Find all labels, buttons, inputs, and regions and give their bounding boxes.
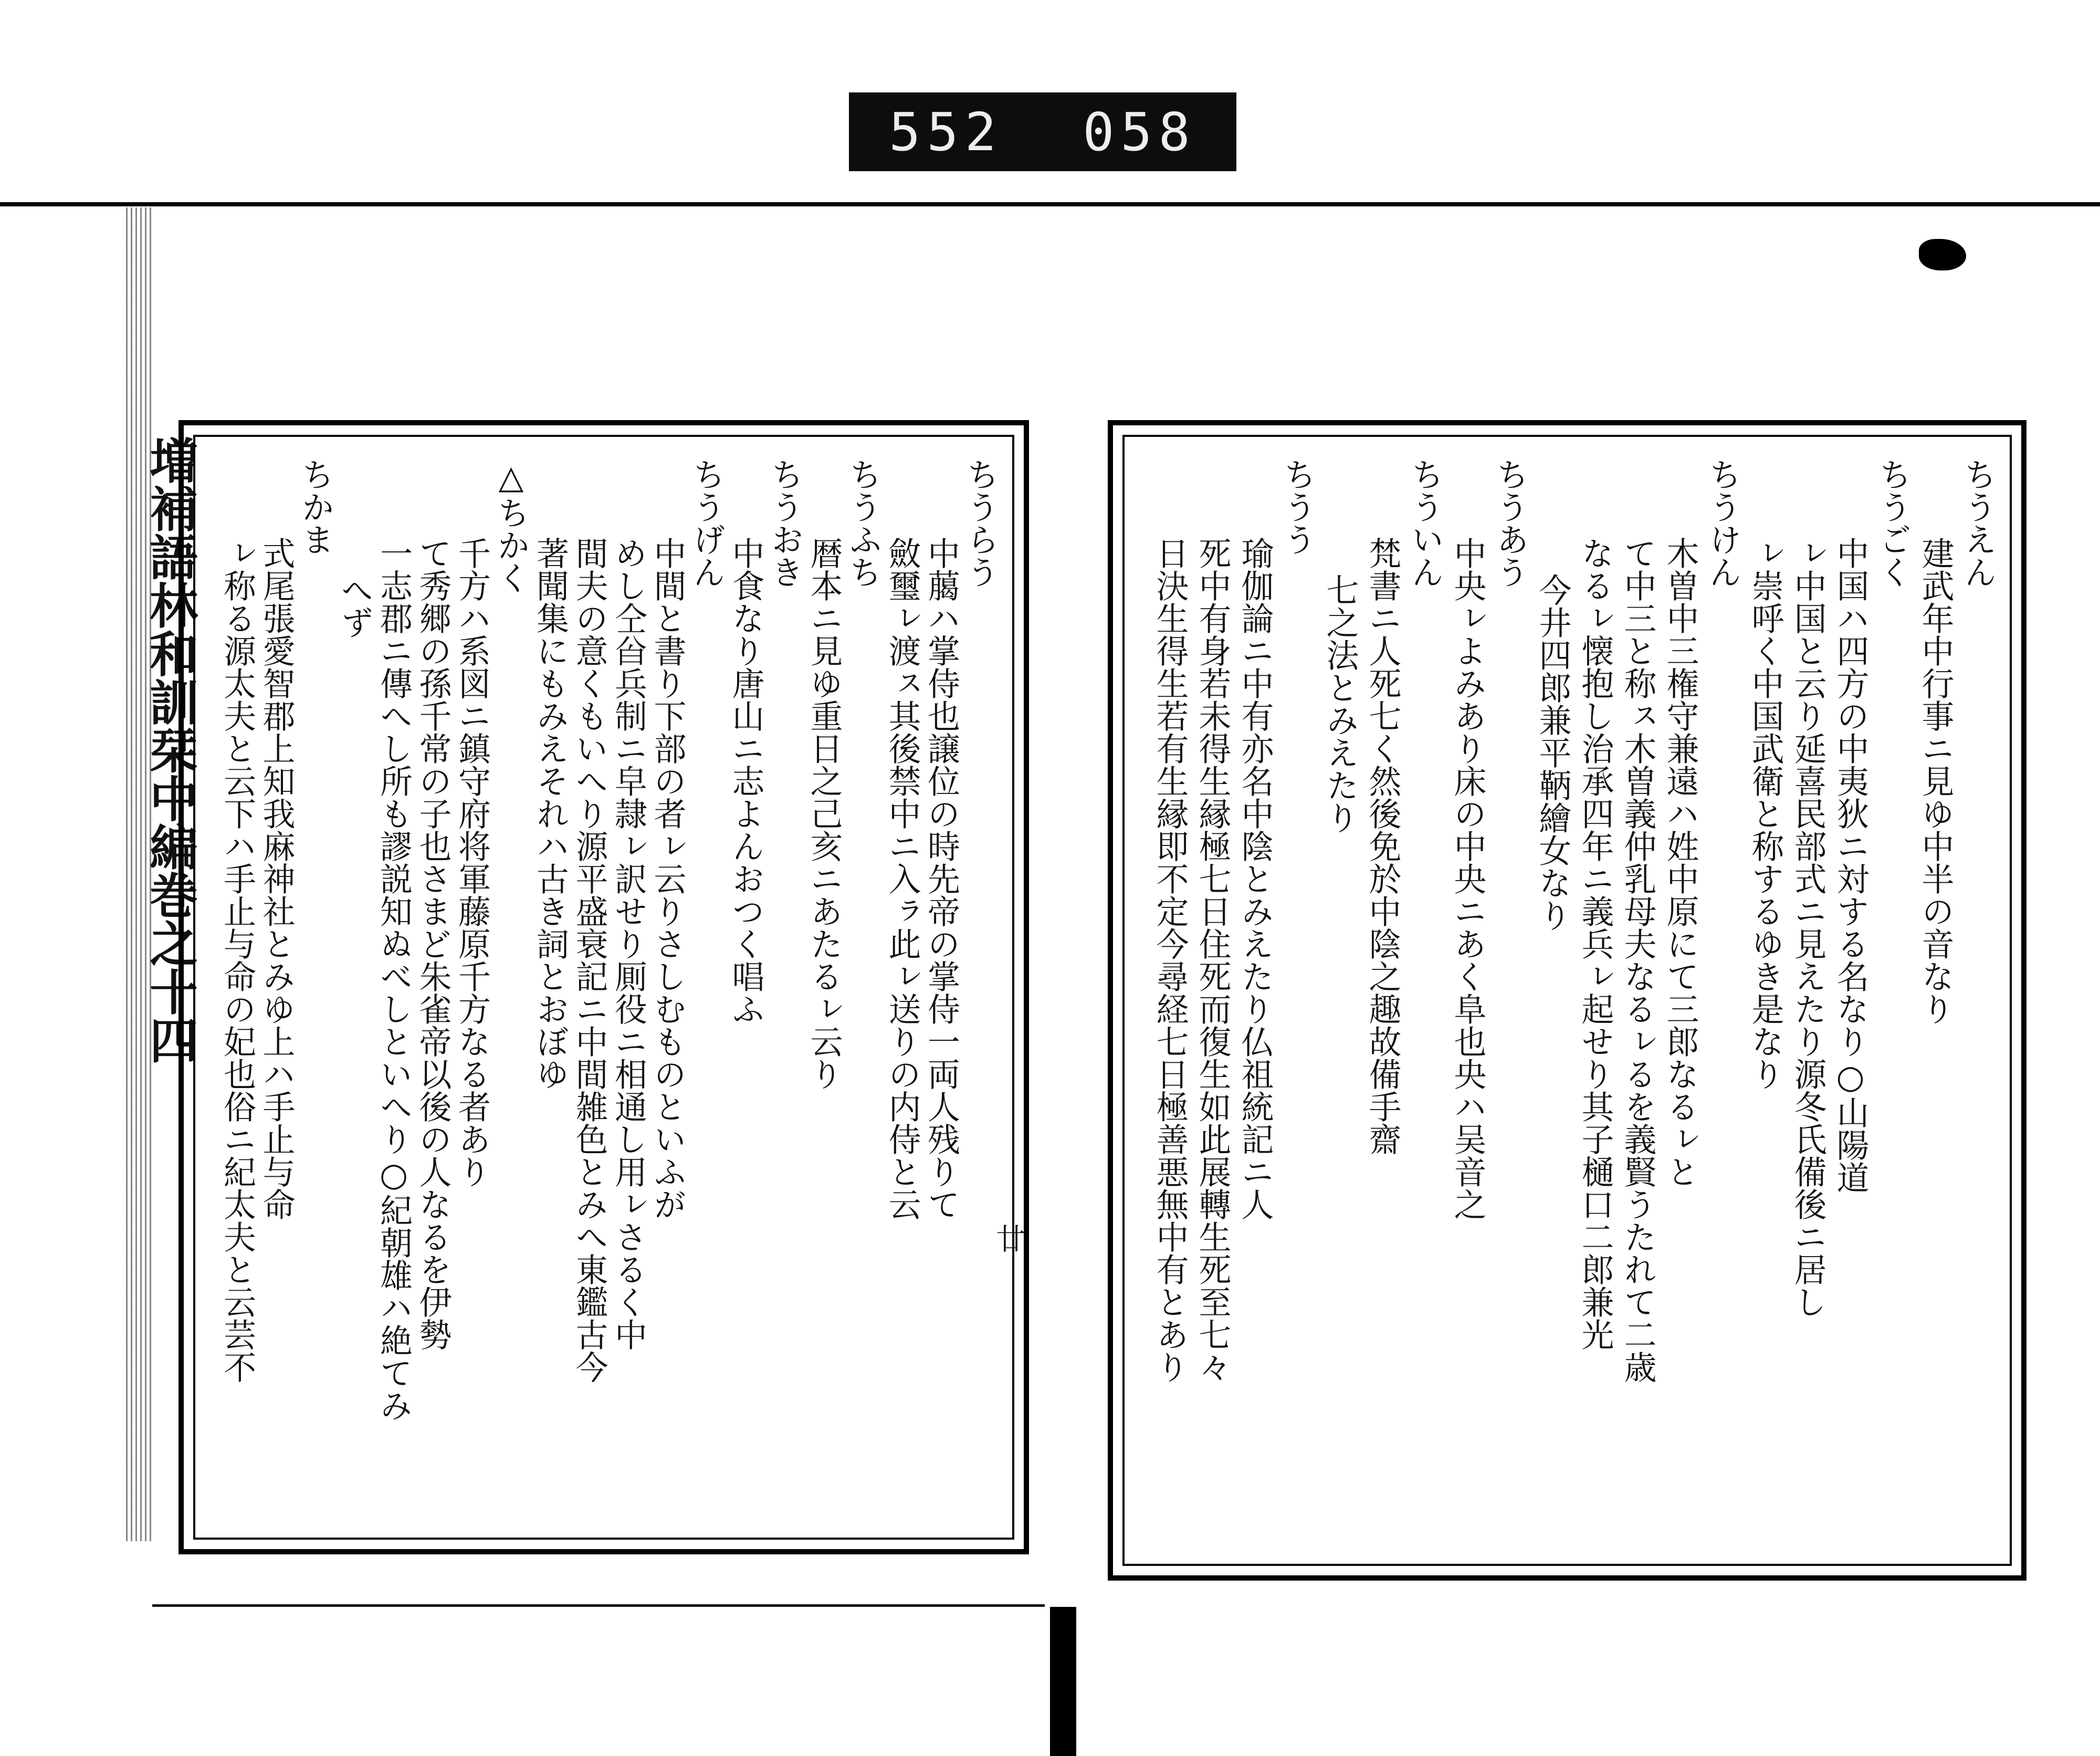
entry-headword: ちうごく bbox=[1874, 458, 1912, 588]
text-column: 梵書ニ人死七く然後免於中陰之趣故備手齋 bbox=[1363, 537, 1402, 1155]
text-column: 千方ハ系図ニ鎮守府将軍藤原千方なる者あり bbox=[453, 537, 491, 1188]
text-column: ㇾ称る源太夫と云下ハ手止与命の妃也俗ニ紀太夫と云芸不 bbox=[218, 537, 257, 1383]
entry-headword: △ちかく bbox=[492, 458, 530, 594]
text-column: 日決生得生若有生縁即不定今尋経七日極善悪無中有とあり bbox=[1151, 537, 1189, 1383]
text-column: ㇾ崇呼く中国武衛と称するゆき是なり bbox=[1746, 537, 1784, 1090]
text-column: 式尾張愛智郡上知我麻神社とみゆ上ハ手止与命 bbox=[257, 537, 296, 1220]
entry-headword: ちうふち bbox=[844, 458, 883, 588]
left-text-area bbox=[193, 435, 1014, 1540]
gutter-shadow bbox=[1050, 1607, 1076, 1756]
text-column: 中﨟ハ掌侍也譲位の時先帝の掌侍一両人残りて bbox=[922, 537, 961, 1220]
entry-headword: ちうげん bbox=[687, 458, 726, 588]
text-column: 建武年中行事ニ見ゆ中半の音なり bbox=[1916, 537, 1955, 1025]
text-column: 木曽中三権守兼遠ハ姓中原にて三郎なるㇾと bbox=[1661, 537, 1699, 1188]
text-column: 中央ㇾよみあり床の中央ニあく阜也央ハ吴音之 bbox=[1448, 537, 1487, 1220]
text-column: 七之法とみえたり bbox=[1321, 573, 1359, 834]
text-column: ㇾ中国と云り延喜民部式ニ見えたり源冬氏備後ニ居し bbox=[1789, 537, 1827, 1318]
text-column: めし仝㒶兵制ニ皁隷ㇾ訳せり厠役ニ相通し用ㇾさるく中 bbox=[609, 537, 648, 1351]
top-rule bbox=[0, 202, 2100, 206]
entry-headword: ちうらう bbox=[961, 458, 1000, 588]
entry-headword: ちうおき bbox=[765, 458, 804, 588]
page-bottom-rule bbox=[152, 1604, 1045, 1607]
entry-headword: ちうけん bbox=[1704, 458, 1742, 588]
text-column: 一志郡ニ傳へし所も謬説知ぬべしといへり○紀朝雄ハ絶てみ bbox=[374, 537, 413, 1421]
entry-headword: ちうあう bbox=[1491, 458, 1529, 588]
entry-headword: ちういん bbox=[1406, 458, 1444, 588]
entry-headword: ちうえん bbox=[1959, 458, 1997, 588]
text-column: 死中有身若未得生縁極七日住死而復生如此展轉生死至七々 bbox=[1193, 537, 1232, 1383]
text-column: て秀郷の孫千常の子也さまど朱雀帝以後の人なるを伊勢 bbox=[414, 537, 452, 1351]
text-column: なるㇾ懐抱し治承四年ニ義兵ㇾ起せり其子樋口二郎兼光 bbox=[1576, 537, 1614, 1351]
text-column: 著聞集にもみえそれハ古き詞とおぼゆ bbox=[531, 537, 570, 1090]
spine-title: 増補語林和訓栞中編巻之十四 bbox=[142, 436, 198, 1064]
text-column: 中食なり唐山ニ志よんおつく唱ふ bbox=[727, 537, 765, 1025]
right-text-area bbox=[1122, 435, 2012, 1566]
text-column: 間夫の意くもいへり源平盛衰記ニ中間雑色とみへ東鑑古今 bbox=[570, 537, 608, 1383]
frame-label bbox=[849, 92, 1236, 171]
text-column: 今井四郎兼平鞆繪女なり bbox=[1534, 573, 1572, 932]
left-text-frame bbox=[178, 420, 1029, 1554]
frame-number: 058 bbox=[1083, 101, 1196, 163]
entry-headword: ちかま bbox=[296, 458, 335, 556]
reel-number: 552 bbox=[889, 101, 1003, 163]
right-text-frame bbox=[1108, 420, 2026, 1581]
text-column: 中間と書り下部の者ㇾ云りさしむものといふが bbox=[648, 537, 687, 1220]
text-column: 中国ハ四方の中夷狄ニ対する名なり○山陽道 bbox=[1831, 537, 1870, 1194]
text-column: へず bbox=[335, 573, 374, 639]
text-column: 斂璽ㇾ渡ㇲ其後禁中ニ入ㇻ此ㇾ送りの内侍と云 bbox=[883, 537, 921, 1220]
folio-number: 廿 bbox=[991, 1224, 1025, 1253]
text-column: て中三と称ㇲ木曽義仲乳母夫なるㇾるを義賢うたれて二歳 bbox=[1619, 537, 1657, 1383]
entry-headword: ちうう bbox=[1278, 458, 1317, 556]
text-column: 暦本ニ見ゆ重日之己亥ニあたるㇾ云り bbox=[805, 537, 843, 1090]
text-column: 瑜伽論ニ中有亦名中陰とみえたり仏祖統記ニ人 bbox=[1236, 537, 1274, 1220]
